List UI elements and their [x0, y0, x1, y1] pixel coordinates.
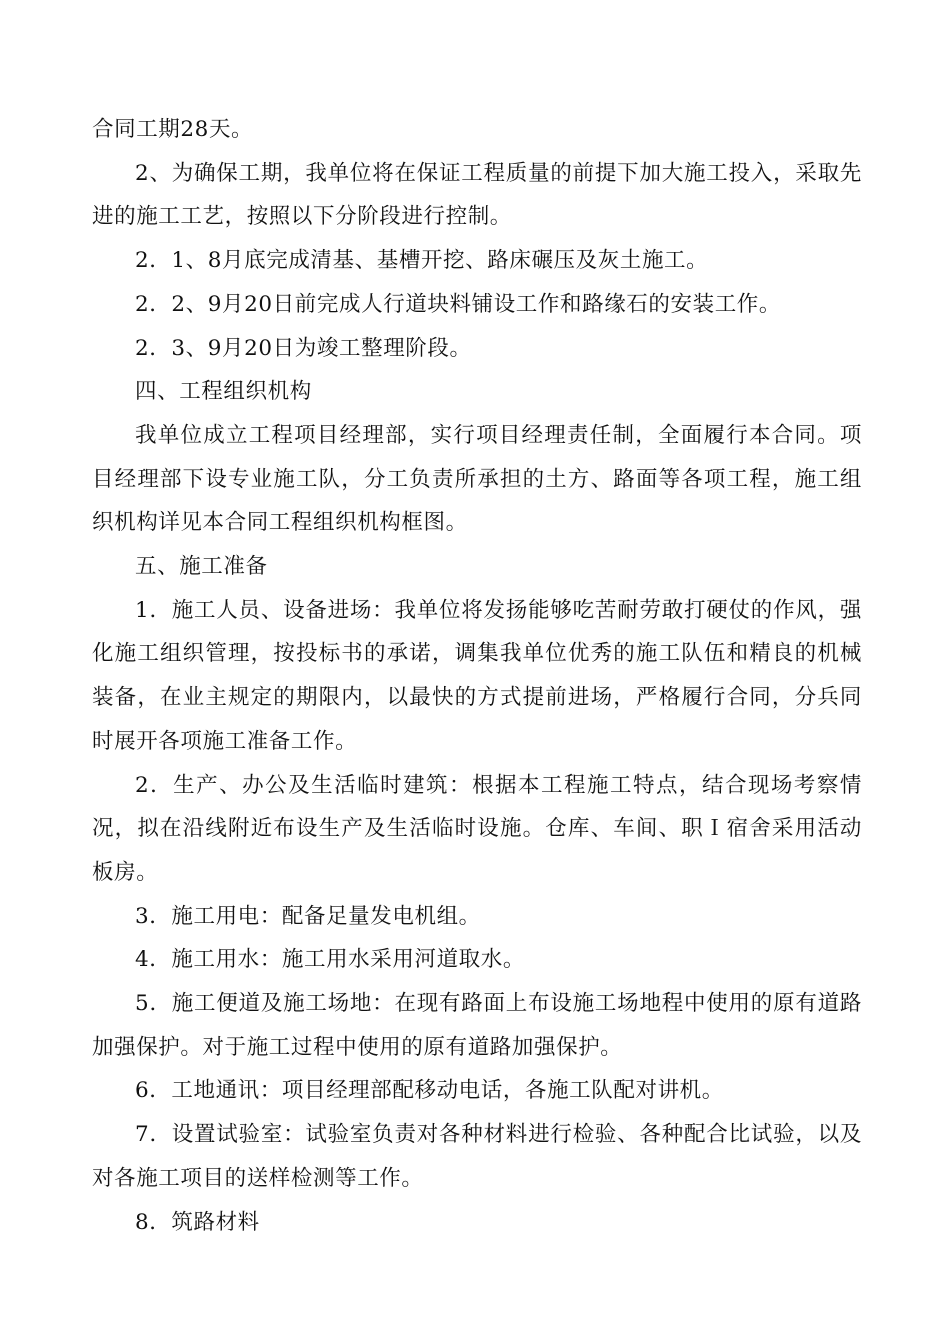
- paragraph-stage-1: 2．1、8月底完成清基、基槽开挖、路床碾压及灰土施工。: [135, 248, 709, 274]
- section-heading-preparation: 五、施工准备: [135, 554, 268, 580]
- paragraph-prep-7: 7．设置试验室：试验室负责对各种材料进行检验、各种配合比试验，以及对各施工项目的送样检测等工作。: [92, 1122, 862, 1191]
- paragraph-prep-6: 6．工地通讯：项目经理部配移动电话，各施工队配对讲机。: [135, 1078, 724, 1104]
- paragraph-organization: 我单位成立工程项目经理部，实行项目经理责任制，全面履行本合同。项目经理部下设专业施工队，分工负责所承担的土方、路面等各项工程，施工组织机构详见本合同工程组织机构框图。: [92, 422, 862, 536]
- paragraph-prep-3: 3．施工用电：配备足量发电机组。: [135, 903, 481, 929]
- paragraph-prep-8: 8．筑路材料: [135, 1209, 260, 1235]
- paragraph-prep-1: 1．施工人员、设备进场：我单位将发扬能够吃苦耐劳敢打硬仗的作风，强化施工组织管理，按投标书的承诺，调集我单位优秀的施工队伍和精良的机械装备，在业主规定的期限内，以最快的方式提前进场，严格履行合同，分兵同时展开各项施工准备工作。: [92, 597, 862, 754]
- document-body: [92, 108, 862, 1244]
- section-heading-organization: 四、工程组织机构: [135, 379, 312, 405]
- paragraph-prep-4: 4．施工用水：施工用水采用河道取水。: [135, 947, 525, 973]
- paragraph-schedule-intro: 2、为确保工期，我单位将在保证工程质量的前提下加大施工投入，采取先进的施工工艺，按照以下分阶段进行控制。: [92, 160, 862, 230]
- paragraph-stage-3: 2．3、9月20日为竣工整理阶段。: [135, 335, 472, 361]
- paragraph-prep-2: 2．生产、办公及生活临时建筑：根据本工程施工特点，结合现场考察情况，拟在沿线附近布设生产及生活临时设施。仓库、车间、职Ｉ宿舍采用活动板房。: [92, 772, 862, 885]
- paragraph-contract-period: 合同工期28天。: [92, 117, 254, 142]
- paragraph-prep-5: 5．施工便道及施工场地：在现有路面上布设施工场地程中使用的原有道路加强保护。对于施工过程中使用的原有道路加强保护。: [92, 991, 862, 1060]
- paragraph-stage-2: 2．2、9月20日前完成人行道块料铺设工作和路缘石的安装工作。: [135, 291, 781, 317]
